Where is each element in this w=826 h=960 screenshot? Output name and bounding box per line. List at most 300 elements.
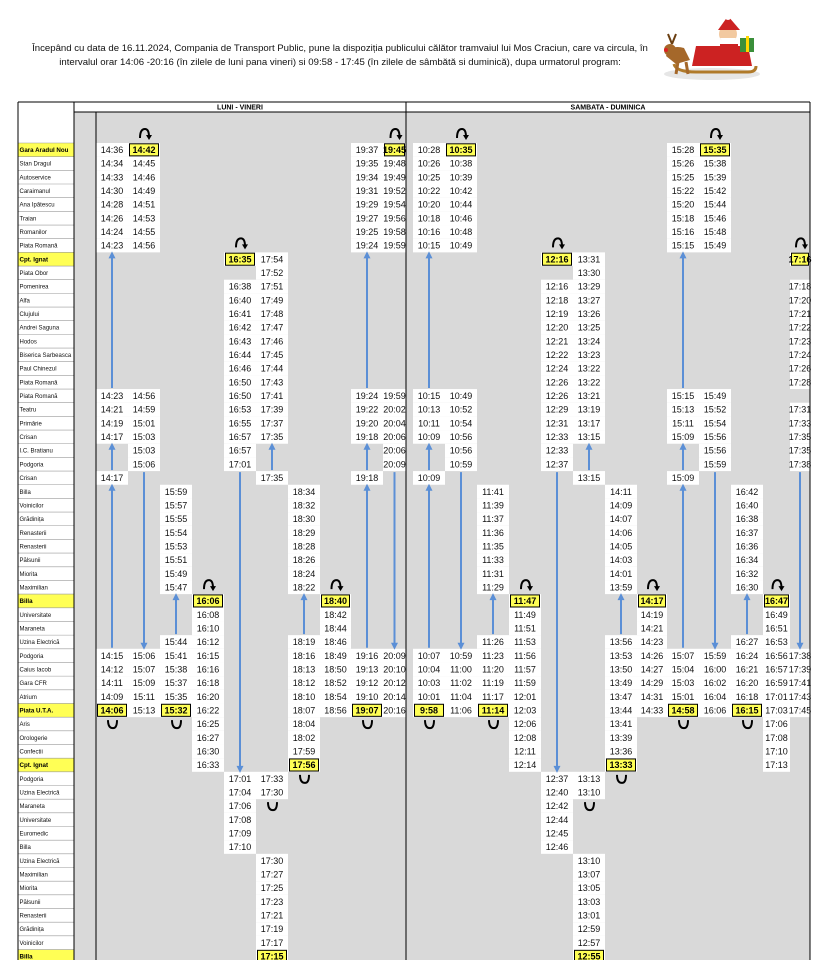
departure-time: 14:05: [609, 541, 633, 552]
departure-time: 17:09: [228, 828, 252, 839]
departure-time: 13:53: [609, 650, 633, 661]
departure-time: 14:28: [100, 199, 124, 210]
departure-time: 18:42: [324, 609, 347, 620]
departure-time: 15:01: [132, 418, 156, 429]
departure-time: 15:54: [703, 418, 727, 429]
departure-time: 15:18: [671, 213, 695, 224]
departure-time: 15:35: [703, 145, 727, 155]
departure-time: 18:22: [292, 582, 316, 593]
departure-time: 14:56: [132, 240, 156, 251]
departure-time: 20:06: [383, 432, 406, 443]
departure-time: 18:34: [292, 486, 316, 497]
station-name: Piata Romană: [19, 394, 58, 401]
departure-time: 16:18: [735, 691, 759, 702]
departure-time: 15:03: [671, 678, 695, 689]
departure-time: 18:44: [324, 623, 347, 634]
departure-time: 16:42: [735, 486, 759, 497]
departure-time: 15:13: [671, 404, 695, 415]
departure-time: 11:20: [482, 664, 504, 675]
departure-time: 14:03: [609, 555, 633, 566]
departure-time: 16:27: [735, 637, 759, 648]
departure-time: 14:33: [100, 172, 124, 183]
departure-time: 16:21: [735, 664, 759, 675]
departure-time: 20:10: [383, 664, 406, 675]
station-name: Stan Dragul: [19, 161, 52, 168]
departure-time: 16:24: [735, 650, 759, 661]
departure-time: 14:58: [671, 705, 695, 716]
departure-time: 10:20: [417, 199, 441, 210]
departure-time: 18:24: [292, 568, 316, 579]
station-name: Orologerie: [19, 735, 48, 742]
departure-time: 15:48: [703, 227, 727, 238]
departure-time: 16:47: [764, 596, 789, 607]
departure-time: 19:22: [355, 404, 379, 415]
departure-time: 14:11: [101, 678, 123, 689]
departure-time: 11:51: [514, 623, 536, 634]
station-name: Pălsunii: [19, 899, 41, 906]
station-name: Romanilor: [19, 230, 47, 237]
departure-time: 16:32: [735, 568, 759, 579]
departure-time: 10:13: [417, 404, 441, 415]
station-name: Caius Iacob: [19, 667, 52, 674]
station-name: Podgoria: [19, 653, 44, 660]
departure-time: 13:59: [609, 582, 633, 593]
departure-time: 10:39: [449, 172, 473, 183]
station-name: Euromedic: [19, 831, 49, 838]
departure-time: 14:12: [100, 664, 124, 675]
departure-time: 10:28: [417, 145, 441, 155]
departure-time: 16:15: [196, 650, 220, 661]
departure-time: 19:59: [383, 240, 406, 251]
departure-time: 14:23: [640, 637, 664, 648]
departure-time: 14:42: [132, 145, 156, 155]
departure-time: 10:56: [449, 432, 473, 443]
station-name: Billa: [19, 489, 31, 496]
departure-time: 17:01: [228, 459, 252, 470]
station-name: Andrei Saguna: [19, 325, 60, 332]
station-name: Voinicilor: [19, 940, 44, 947]
departure-time: 14:56: [132, 391, 156, 402]
departure-time: 16:41: [228, 309, 252, 320]
departure-time: 11:26: [482, 637, 504, 648]
departure-time: 17:48: [260, 309, 284, 320]
departure-time: 17:21: [260, 910, 284, 921]
departure-time: 13:30: [577, 268, 601, 279]
station-name: Biserica Sarbeasca: [19, 353, 72, 360]
departure-time: 18:54: [324, 691, 347, 702]
departure-time: 17:41: [788, 678, 812, 689]
departure-time: 12:18: [545, 295, 569, 306]
departure-time: 12:42: [545, 801, 569, 812]
departure-time: 14:23: [100, 391, 124, 402]
departure-time: 17:35: [788, 445, 812, 456]
departure-time: 10:35: [449, 145, 473, 155]
station-name: Confectii: [19, 749, 43, 756]
departure-time: 14:29: [640, 678, 664, 689]
departure-time: 12:40: [545, 787, 569, 798]
departure-time: 15:59: [703, 459, 727, 470]
station-name: Maraneta: [19, 804, 45, 811]
departure-time: 17:23: [788, 336, 812, 347]
departure-time: 16:22: [196, 705, 220, 716]
departure-time: 19:18: [355, 473, 379, 484]
departure-time: 13:36: [609, 746, 633, 757]
departure-time: 19:16: [355, 650, 379, 661]
departure-time: 17:37: [260, 418, 284, 429]
departure-time: 13:15: [577, 432, 601, 443]
departure-time: 10:49: [449, 240, 473, 251]
departure-time: 18:52: [324, 678, 347, 689]
departure-time: 20:16: [383, 705, 406, 716]
departure-time: 19:07: [355, 705, 379, 716]
departure-time: 15:11: [133, 691, 155, 702]
departure-time: 11:41: [482, 486, 504, 497]
departure-time: 13:56: [609, 637, 633, 648]
departure-time: 18:02: [292, 732, 316, 743]
departure-time: 10:59: [449, 459, 473, 470]
departure-time: 17:27: [260, 869, 284, 880]
departure-time: 14:26: [100, 213, 124, 224]
departure-time: 17:59: [292, 746, 316, 757]
departure-time: 14:21: [640, 623, 664, 634]
departure-time: 16:59: [765, 678, 788, 689]
departure-time: 16:00: [703, 664, 727, 675]
departure-time: 17:22: [788, 322, 812, 333]
departure-time: 10:09: [417, 432, 441, 443]
departure-time: 17:35: [260, 473, 284, 484]
departure-time: 14:17: [640, 596, 664, 607]
station-name: Pomenirea: [19, 284, 49, 291]
departure-time: 19:45: [382, 145, 407, 155]
station-name: Maximilian: [19, 872, 48, 879]
departure-time: 16:15: [735, 705, 759, 716]
departure-time: 15:59: [164, 486, 188, 497]
station-name: Billa: [19, 845, 31, 852]
departure-time: 13:25: [577, 322, 601, 333]
departure-time: 10:38: [449, 158, 473, 169]
departure-time: 13:24: [577, 336, 601, 347]
departure-time: 18:04: [292, 719, 316, 730]
departure-time: 12:20: [545, 322, 569, 333]
station-name: Primărie: [19, 421, 42, 428]
departure-time: 17:39: [260, 404, 284, 415]
departure-time: 16:06: [196, 596, 220, 607]
departure-time: 14:55: [132, 227, 156, 238]
departure-time: 18:19: [292, 637, 316, 648]
departure-time: 16:36: [735, 541, 759, 552]
departure-time: 17:03: [765, 705, 788, 716]
departure-time: 18:56: [324, 705, 347, 716]
departure-time: 12:16: [545, 254, 569, 265]
departure-time: 10:54: [449, 418, 473, 429]
departure-time: 20:14: [383, 691, 406, 702]
departure-time: 17:47: [260, 322, 284, 333]
departure-time: 10:16: [417, 227, 441, 238]
station-name: Uzina Electrică: [19, 640, 60, 647]
departure-time: 15:35: [164, 691, 188, 702]
departure-time: 13:23: [577, 350, 601, 361]
departure-time: 15:46: [703, 213, 727, 224]
departure-time: 15:03: [132, 445, 156, 456]
departure-time: 16:38: [228, 281, 252, 292]
departure-time: 17:25: [260, 883, 284, 894]
departure-time: 17:43: [260, 377, 284, 388]
departure-time: 19:27: [355, 213, 379, 224]
departure-time: 13:27: [577, 295, 601, 306]
departure-time: 14:53: [132, 213, 156, 224]
departure-time: 17:13: [765, 760, 788, 771]
departure-time: 17:33: [260, 773, 284, 784]
departure-time: 17:45: [788, 705, 812, 716]
departure-time: 15:11: [672, 418, 694, 429]
departure-time: 19:49: [383, 172, 406, 183]
departure-time: 20:06: [383, 445, 406, 456]
departure-time: 12:24: [545, 363, 569, 374]
departure-time: 19:52: [383, 186, 406, 197]
departure-time: 18:29: [292, 527, 316, 538]
departure-time: 15:59: [703, 650, 727, 661]
departure-time: 18:30: [292, 514, 316, 525]
departure-time: 15:44: [703, 199, 727, 210]
departure-time: 12:33: [545, 445, 569, 456]
departure-time: 14:11: [610, 486, 632, 497]
departure-time: 17:51: [260, 281, 284, 292]
departure-time: 15:49: [703, 391, 727, 402]
departure-time: 12:37: [545, 773, 569, 784]
departure-time: 15:42: [703, 186, 727, 197]
departure-time: 13:15: [577, 473, 601, 484]
departure-time: 15:16: [671, 227, 695, 238]
departure-time: 15:09: [671, 473, 695, 484]
departure-time: 10:15: [417, 391, 441, 402]
departure-time: 19:24: [355, 240, 379, 251]
departure-time: 14:59: [132, 404, 156, 415]
departure-time: 11:23: [482, 650, 504, 661]
departure-time: 10:42: [449, 186, 473, 197]
station-name: Gara Aradul Nou: [19, 147, 69, 154]
departure-time: 16:34: [735, 555, 759, 566]
departure-time: 17:01: [765, 691, 788, 702]
departure-time: 11:04: [450, 691, 472, 702]
departure-time: 14:07: [609, 514, 633, 525]
departure-time: 10:46: [449, 213, 473, 224]
departure-time: 14:17: [100, 473, 124, 484]
departure-time: 12:22: [545, 350, 569, 361]
departure-time: 12:37: [545, 459, 569, 470]
departure-time: 17:35: [788, 432, 812, 443]
departure-time: 11:49: [514, 609, 536, 620]
departure-time: 16:12: [196, 637, 220, 648]
departure-time: 19:29: [355, 199, 379, 210]
station-name: Cpt. Ignat: [19, 762, 49, 770]
departure-time: 13:22: [577, 363, 601, 374]
departure-time: 14:27: [640, 664, 664, 675]
departure-time: 17:23: [260, 896, 284, 907]
station-name: Maraneta: [19, 626, 45, 633]
departure-time: 11:59: [514, 678, 536, 689]
departure-time: 14:06: [609, 527, 633, 538]
departure-time: 15:47: [164, 582, 188, 593]
departure-time: 15:52: [703, 404, 727, 415]
departure-time: 12:45: [545, 828, 569, 839]
departure-time: 10:01: [417, 691, 441, 702]
departure-time: 12:29: [545, 404, 569, 415]
departure-time: 16:57: [228, 432, 252, 443]
departure-time: 16:18: [196, 678, 220, 689]
departure-time: 12:55: [577, 951, 601, 960]
departure-time: 16:50: [228, 391, 252, 402]
departure-time: 15:41: [164, 650, 188, 661]
departure-time: 16:40: [735, 500, 759, 511]
departure-time: 19:24: [355, 391, 379, 402]
station-name: Maximilian: [19, 585, 48, 592]
departure-time: 12:19: [545, 309, 569, 320]
departure-time: 19:20: [355, 418, 379, 429]
header-weekday: LUNI - VINERI: [217, 104, 263, 112]
departure-time: 17:17: [260, 937, 284, 948]
departure-time: 12:26: [545, 377, 569, 388]
station-name: Renasterii: [19, 530, 47, 537]
departure-time: 13:21: [577, 391, 601, 402]
departure-time: 16:02: [703, 678, 727, 689]
departure-time: 14:36: [100, 145, 124, 155]
departure-time: 15:09: [132, 678, 156, 689]
departure-time: 13:07: [577, 869, 601, 880]
departure-time: 14:19: [640, 609, 664, 620]
departure-time: 13:31: [577, 254, 601, 265]
departure-time: 15:13: [132, 705, 156, 716]
departure-time: 14:17: [100, 432, 124, 443]
departure-time: 17:16: [788, 254, 812, 265]
departure-time: 19:13: [355, 664, 379, 675]
departure-time: 18:49: [324, 650, 347, 661]
departure-time: 18:26: [292, 555, 316, 566]
departure-time: 10:11: [418, 418, 440, 429]
departure-time: 17:46: [260, 336, 284, 347]
departure-time: 17:24: [788, 350, 812, 361]
departure-time: 18:16: [292, 650, 316, 661]
departure-time: 17:38: [788, 650, 812, 661]
departure-time: 19:12: [355, 678, 379, 689]
departure-time: 10:15: [417, 240, 441, 251]
station-name: Aris: [19, 722, 30, 729]
departure-time: 20:04: [383, 418, 406, 429]
departure-time: 11:56: [514, 650, 536, 661]
station-name: Atrium: [19, 694, 37, 701]
station-name: Piata Romană: [19, 380, 58, 387]
departure-time: 13:39: [609, 732, 633, 743]
departure-time: 15:55: [164, 514, 188, 525]
departure-time: 13:49: [609, 678, 633, 689]
station-name: Piata Obor: [19, 271, 49, 278]
departure-time: 17:10: [228, 842, 252, 853]
departure-time: 14:01: [609, 568, 633, 579]
station-name: Ana Ipătescu: [19, 202, 55, 209]
departure-time: 20:09: [383, 459, 406, 470]
departure-time: 17:52: [260, 268, 284, 279]
departure-time: 10:26: [417, 158, 441, 169]
departure-time: 19:59: [383, 391, 406, 402]
station-name: Universitate: [19, 817, 52, 824]
departure-time: 18:28: [292, 541, 316, 552]
departure-time: 17:35: [260, 432, 284, 443]
departure-time: 12:08: [513, 732, 537, 743]
departure-time: 15:37: [164, 678, 188, 689]
departure-time: 18:46: [324, 637, 347, 648]
departure-time: 17:54: [260, 254, 284, 265]
departure-time: 16:56: [765, 650, 788, 661]
departure-time: 13:41: [609, 719, 633, 730]
departure-time: 17:33: [788, 418, 812, 429]
departure-time: 14:06: [100, 705, 124, 716]
departure-time: 15:39: [703, 172, 727, 183]
departure-time: 13:29: [577, 281, 601, 292]
departure-time: 15:28: [671, 145, 695, 155]
departure-time: 18:12: [292, 678, 316, 689]
departure-time: 15:26: [671, 158, 695, 169]
departure-time: 17:19: [260, 924, 284, 935]
departure-time: 16:20: [735, 678, 759, 689]
departure-time: 13:19: [577, 404, 601, 415]
departure-time: 16:08: [196, 609, 220, 620]
departure-time: 11:57: [514, 664, 536, 675]
station-name: Miorita: [19, 886, 38, 893]
station-name: Piata Romană: [19, 243, 58, 250]
station-name: Grădinița: [19, 927, 44, 934]
departure-time: 14:23: [100, 240, 124, 251]
departure-time: 17:15: [260, 951, 284, 960]
departure-time: 10:18: [417, 213, 441, 224]
departure-time: 15:01: [671, 691, 695, 702]
departure-time: 19:58: [383, 227, 406, 238]
departure-time: 11:06: [450, 705, 472, 716]
departure-time: 16:06: [703, 705, 727, 716]
departure-time: 11:53: [514, 637, 536, 648]
station-name: Hodos: [19, 339, 37, 346]
departure-time: 13:01: [577, 910, 601, 921]
departure-time: 16:50: [228, 377, 252, 388]
departure-time: 15:49: [164, 568, 188, 579]
departure-time: 17:08: [765, 732, 788, 743]
departure-time: 12:59: [577, 924, 601, 935]
departure-time: 12:31: [545, 418, 569, 429]
departure-time: 13:17: [577, 418, 601, 429]
station-name: Billa: [19, 953, 33, 960]
departure-time: 16:25: [196, 719, 220, 730]
departure-time: 12:03: [513, 705, 537, 716]
departure-time: 16:43: [228, 336, 252, 347]
departure-time: 14:30: [100, 186, 124, 197]
station-name: Gara CFR: [19, 681, 47, 688]
departure-time: 17:49: [260, 295, 284, 306]
departure-time: 15:07: [671, 650, 695, 661]
departure-time: 19:48: [383, 158, 406, 169]
departure-time: 12:21: [545, 336, 569, 347]
station-name: Caraimanul: [19, 189, 51, 196]
station-name: Miorita: [19, 571, 38, 578]
station-name: Paul Chinezul: [19, 366, 57, 373]
departure-time: 16:42: [228, 322, 252, 333]
departure-time: 17:20: [788, 295, 812, 306]
departure-time: 17:06: [765, 719, 788, 730]
departure-time: 15:22: [671, 186, 695, 197]
header-weekend: SAMBATA - DUMINICA: [570, 104, 646, 112]
departure-time: 14:21: [100, 404, 124, 415]
station-name: Billa: [19, 598, 33, 606]
departure-time: 16:35: [228, 254, 252, 265]
departure-time: 20:12: [383, 678, 406, 689]
departure-time: 18:32: [292, 500, 316, 511]
